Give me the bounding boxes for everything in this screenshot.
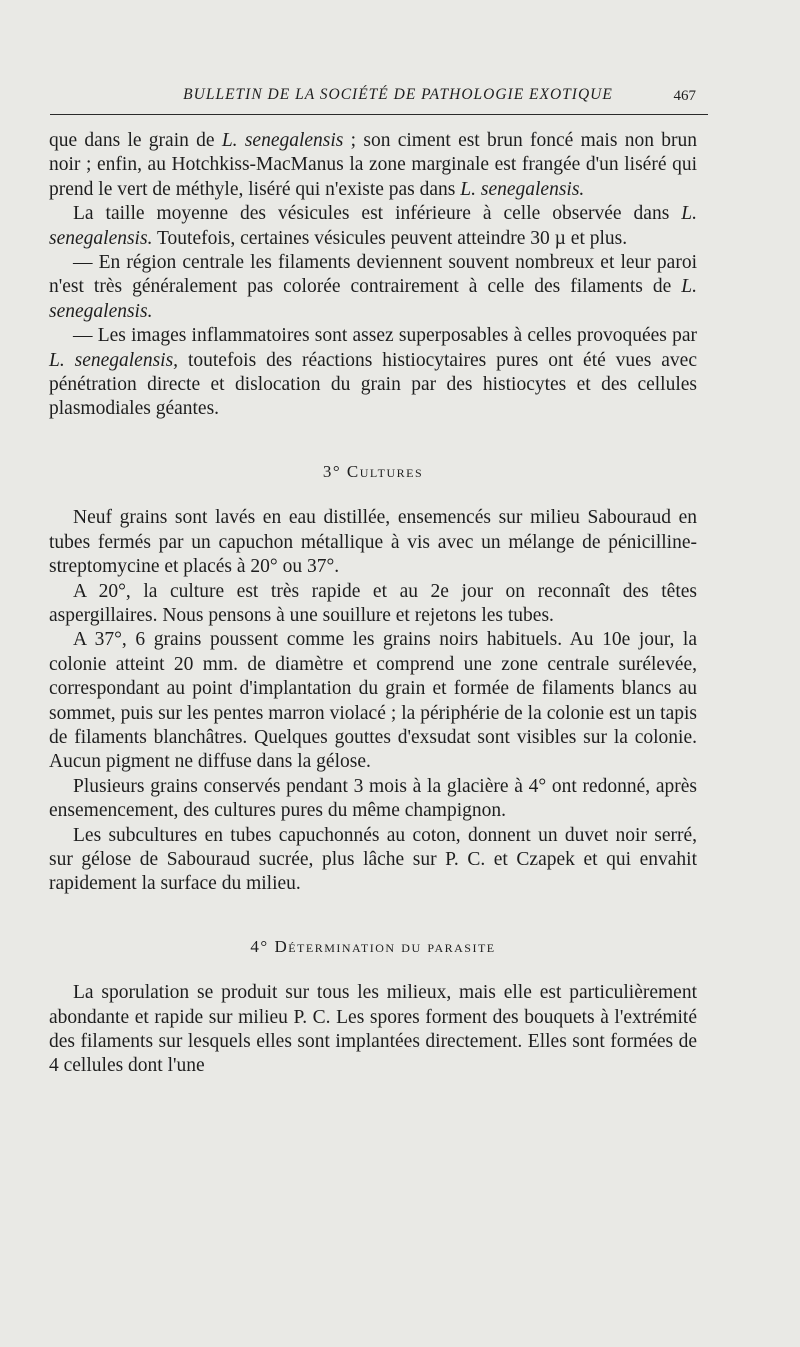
running-title: BULLETIN DE LA SOCIÉTÉ DE PATHOLOGIE EXOTIQUE: [183, 86, 613, 103]
heading-text: Détermination du parasite: [274, 936, 496, 956]
paragraph-cultures-2: A 20°, la culture est très rapide et au 2e jour on reconnaît des têtes aspergillaires. Nous pensons à une souillure et rejetons les tubes.: [49, 580, 697, 626]
text-run: La taille moyenne des vésicules est inférieure à celle observée dans: [73, 203, 682, 225]
paragraph-filaments: [49, 251, 697, 324]
paragraph-vesicle-size: [49, 202, 697, 251]
page-number: 467: [673, 88, 696, 104]
paragraph-cultures-4: Plusieurs grains conservés pendant 3 mois à la glacière à 4° ont redonné, après ensemencement, des cultures pures du même champignon.: [49, 775, 697, 822]
paragraph-cultures-5: Les subcultures en tubes capuchonnés au coton, donnent un duvet noir serré, sur gélose de Sabouraud sucrée, plus lâche sur P. C. et Czapek et qui envahit rapidement la surface du milieu.: [49, 824, 697, 895]
text-run: toutefois des réactions histiocytaires pures ont été vues avec pénétration directe et dislocation du grain par des histiocytes et des cellules plasmodiales géantes.: [49, 349, 697, 420]
species-name: L. senegalensis,: [49, 349, 179, 371]
text-run: que dans le grain de: [49, 130, 222, 151]
text-run: — En région centrale les filaments deviennent souvent nombreux et leur paroi n'est très généralement pas colorée contrairement à celle des filaments de: [49, 252, 697, 298]
species-name: L. senegalensis.: [460, 178, 585, 200]
paragraph-inflammatory-images: [49, 324, 697, 422]
heading-number: 4°: [250, 936, 269, 956]
paragraph-cultures-1: Neuf grains sont lavés en eau distillée, ensemencés sur milieu Sabouraud en tubes fermés par un capuchon métallique à vis avec un mélange de pénicilline-streptomycine et placés à 20° ou 37°.: [49, 507, 697, 578]
heading-number: 3°: [322, 461, 342, 481]
body-text: [49, 129, 697, 1079]
paragraph-cultures-3: A 37°, 6 grains poussent comme les grains noirs habituels. Au 10e jour, la colonie atteint 20 mm. de diamètre et comprend une zone centrale surélevée, correspondant au point d'implantation du grain et formée de filaments blancs au sommet, puis sur les pentes marron violacé ; la périphérie de la colonie est un tapis de filaments blanchâtres. Quelques gouttes d'exsudat sont visibles sur la colonie. Aucun pigment ne diffuse dans la gélose.: [49, 629, 697, 773]
section-heading-determination: [49, 935, 697, 959]
species-name: L. senegalensis.: [49, 276, 697, 322]
text-run: ; son ciment est brun foncé mais non brun noir ; enfin, au Hotchkiss-MacManus la zone marginale est frangée d'un liséré qui prend le vert de méthyle, liséré qui n'existe pas dans: [49, 130, 697, 200]
species-name: L. senegalensis.: [49, 203, 697, 249]
paragraph-grain-comparison: [49, 129, 697, 202]
running-header: [50, 86, 708, 115]
text-run: — Les images inflammatoires sont assez superposables à celles provoquées par: [73, 325, 697, 347]
heading-text: Cultures: [346, 461, 424, 481]
text-run: Toutefois, certaines vésicules peuvent atteindre 30 µ et plus.: [152, 227, 628, 249]
section-heading-cultures: [49, 460, 697, 484]
paragraph-determination-1: La sporulation se produit sur tous les milieux, mais elle est particulièrement abondante et rapide sur milieu P. C. Les spores forment des bouquets à l'extrémité des filaments sur lesquels elles sont implantées directement. Elles sont formées de 4 cellules dont l'une: [49, 982, 697, 1077]
species-name: L. senegalensis: [221, 130, 344, 151]
